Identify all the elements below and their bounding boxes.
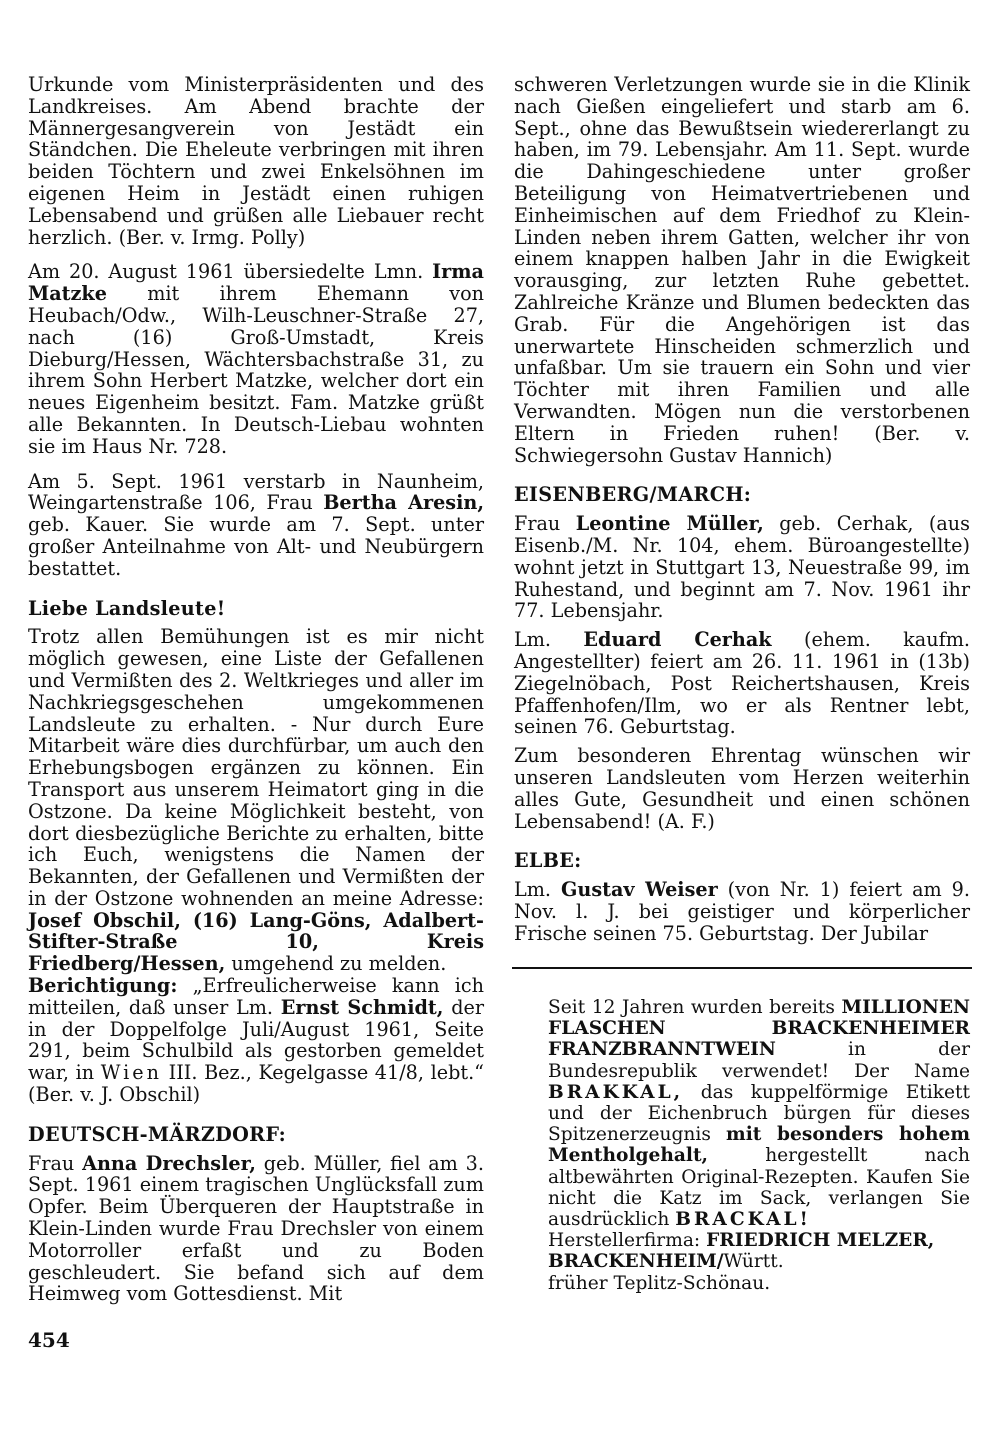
label-berichtigung: Berichtigung: [28, 974, 178, 998]
name-leontine-mueller: Leontine Müller, [575, 512, 764, 536]
ad-manufacturer-name: FRIEDRICH MELZER, BRACKENHEIM/ [548, 1230, 935, 1273]
page-number: 454 [28, 1328, 70, 1352]
ad-brand-brakkal: BRAKKAL, [548, 1081, 684, 1103]
paragraph-aresin: Am 5. Sept. 1961 verstarb in Naunheim, Weingartenstraße 106, Frau Bertha Aresin, geb. Kauer. Sie wurde am 7. Sept. unter großer Anteilnahme von Alt- und Neubürgern bestattet. [28, 469, 484, 580]
ad-main-text: Seit 12 Jahren wurden bereits MILLIONEN FLASCHEN BRACKENHEIMER FRANZBRANNTWEIN in der Bundesrepublik verwendet! Der Name BRAKKAL, das kuppelförmige Etikett und der Eichenbruch bürgen für dieses Spitzenerzeugnis mit besonders hohem Mentholgehalt, hergestellt nach altbewährten Original-Rezepten. Kaufen Sie nicht die Katz im Sack, verlangen Sie ausdrücklich BRACKAL! [548, 997, 970, 1231]
paragraph-wishes: Zum besonderen Ehrentag wünschen wir unseren Landsleuten vom Herzen weiterhin alles Gute, Gesundheit und einen schönen Lebensabend! (A. F.) [514, 744, 970, 833]
right-column [514, 74, 970, 944]
advertisement-divider [512, 967, 972, 969]
heading-liebe-landsleute: Liebe Landsleute! [28, 596, 226, 620]
paragraph-gustav-weiser: Lm. Gustav Weiser (von Nr. 1) feiert am 9. Nov. l. J. bei geistiger und körperlicher Frische seinen 75. Geburtstag. Der Jubilar [514, 878, 970, 945]
name-gustav-weiser: Gustav Weiser [560, 878, 718, 902]
paragraph-correction: Berichtigung: „Erfreulicherweise kann ich mitteilen, daß unser Lm. Ernst Schmidt, der in der Doppelfolge Juli/August 1961, Seite 291, beim Schulbild als gestorben gemeldet war, in Wien III. Bez., Kegelgasse 41/8, lebt.“ (Ber. v. J. Obschil) [28, 974, 485, 1107]
ad-menthol: mit besonders hohem Mentholgehalt, [548, 1124, 970, 1167]
heading-deutsch-maerzdorf: DEUTSCH-MÄRZDORF: [28, 1122, 286, 1146]
advertisement-brackal [548, 997, 970, 1294]
paragraph-drechsler-continued: schweren Verletzungen wurde sie in die Klinik nach Gießen eingeliefert und starb am 6. Sept., ohne das Bewußtsein wiedererlangt zu haben, im 79. Lebensjahr. Am 11. Sept. wurde die Dahingeschiedene unter großer Beteiligung von Heimatvertriebenen und Einheimischen auf dem Friedhof zu Klein-Linden neben ihrem Gatten, welcher ihr von einem knappen halben Jahr in die Ewigkeit vorausging, zur letzten Ruhe gebettet. Zahlreiche Kränze und Blumen bedeckten das Grab. Für die Angehörigen ist das unerwartete Hinscheiden schmerzlich und unfaßbar. Um sie trauern ein Sohn und vier Töchter mit ihren Familien und alle Verwandten. Mögen nun die verstorbenen Eltern in Frieden ruhen! (Ber. v. Schwiegersohn Gustav Hannich) [514, 73, 970, 467]
left-column [28, 74, 484, 1305]
address-obschil: Josef Obschil, (16) Lang-Göns, Adalbert-Stifter-Straße 10, Kreis Friedberg/Hessen, [28, 908, 484, 976]
ad-former-location: früher Teplitz-Schönau. [548, 1272, 771, 1294]
ad-manufacturer: Herstellerfirma: FRIEDRICH MELZER, BRACKENHEIM/Württ. [548, 1230, 935, 1273]
heading-eisenberg-march: EISENBERG/MARCH: [514, 483, 752, 507]
name-eduard-cerhak: Eduard Cerhak [583, 628, 772, 652]
paragraph-drechsler: Frau Anna Drechsler, geb. Müller, fiel am 3. Sept. 1961 einem tragischen Unglücksfall zum Opfer. Beim Überqueren der Hauptstraße in Klein-Linden wurde Frau Drechsler von einem Motorroller erfaßt und zu Boden geschleudert. Sie befand sich auf dem Heimweg vom Gottesdienst. Mit [28, 1151, 484, 1306]
name-bertha-aresin: Bertha Aresin, [323, 491, 484, 515]
paragraph-appeal: Trotz allen Bemühungen ist es mir nicht möglich gewesen, eine Liste der Gefallenen und Vermißten des 2. Weltkrieges und aller im Nachkriegsgeschehen umgekommenen Landsleute zu erhalten. - Nur durch Eure Mitarbeit wäre dies durchfürbar, um auch den Erhebungsbogen ergänzen zu können. Ein Transport aus unserem Heimatort ging in die Ostzone. Da keine Möglichkeit besteht, von dort diesbezügliche Berichte zu erhalten, bitte ich Euch, wenigstens die Namen der Bekannten, der Gefallenen und Vermißten der in der Ostzone wohnenden an meine Adresse: Josef Obschil, (16) Lang-Göns, Adalbert-Stifter-Straße 10, Kreis Friedberg/Hessen, umgehend zu melden. [28, 625, 484, 976]
paragraph-eduard-cerhak: Lm. Eduard Cerhak (ehem. kaufm. Angestellter) feiert am 26. 11. 1961 in (13b) Ziegelnöbach, Post Reichertshausen, Kreis Pfaffenhofen/Ilm, wo er als Rentner lebt, seinen 76. Geburtstag. [514, 628, 970, 739]
paragraph-polly-report: Urkunde vom Ministerpräsidenten und des Landkreises. Am Abend brachte der Männergesangverein von Jestädt ein Ständchen. Die Eheleute verbringen mit ihren beiden Töchtern und zwei Enkelsöhnen im eigenen Heim in Jestädt einen ruhigen Lebensabend und grüßen alle Liebauer recht herzlich. (Ber. v. Irmg. Polly) [28, 73, 484, 249]
name-irma-matzke: Irma Matzke [28, 260, 484, 306]
ad-millionen-flaschen: MILLIONEN FLASCHEN BRACKENHEIMER FRANZBRANNTWEIN [548, 997, 970, 1061]
name-ernst-schmidt: Ernst Schmidt, [280, 995, 444, 1019]
name-anna-drechsler: Anna Drechsler, [82, 1151, 256, 1175]
city-wien: Wien [100, 1061, 162, 1085]
heading-elbe: ELBE: [514, 849, 582, 873]
paragraph-leontine-mueller: Frau Leontine Müller, geb. Cerhak, (aus Eisenb./M. Nr. 104, ehem. Büroangestellte) wohnt jetzt in Stuttgart 13, Neuestraße 99, im Ruhestand, und beginnt am 7. Nov. 1961 ihr 77. Lebensjahr. [514, 512, 970, 623]
paragraph-matzke: Am 20. August 1961 übersiedelte Lmn. Irma Matzke mit ihrem Ehemann von Heubach/Odw., Wilh-Leuschner-Straße 27, nach (16) Groß-Umstadt, Kreis Dieburg/Hessen, Wächtersbachstraße 31, zu ihrem Sohn Herbert Matzke, welcher dort ein neues Eigenheim besitzt. Fam. Matzke grüßt alle Bekannten. In Deutsch-Liebau wohnten sie im Haus Nr. 728. [28, 260, 484, 458]
ad-brand-brackal: BRACKAL! [675, 1209, 811, 1231]
